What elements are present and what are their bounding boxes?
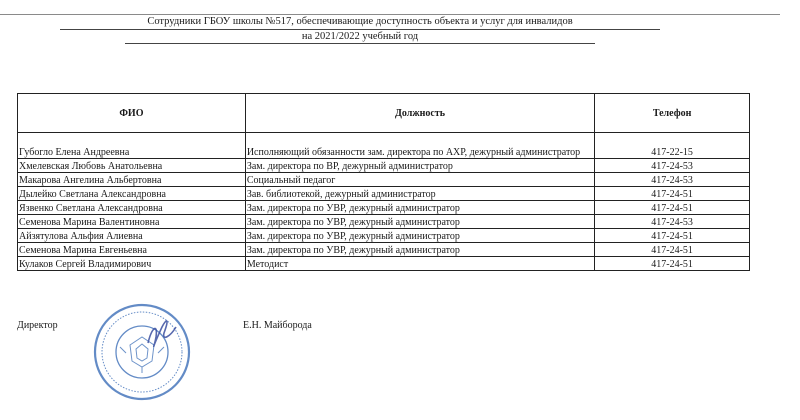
cell-position: Методист [245,257,594,271]
cell-position: Зам. директора по УВР, дежурный администратор [245,229,594,243]
cell-name: Дылейко Светлана Александровна [18,187,246,201]
cell-position: Исполняющий обязанности зам. директора по АХР, дежурный администратор [245,133,594,159]
cell-phone: 417-24-53 [595,215,750,229]
cell-position: Зам. директора по УВР, дежурный администратор [245,243,594,257]
table-row [18,133,750,159]
heading-title: Сотрудники ГБОУ школы №517, обеспечивающие доступность объекта и услуг для инвалидов [60,15,660,30]
seal-emblem [120,337,164,373]
director-label: Директор [17,320,58,331]
cell-name: Семенова Марина Валентиновна [18,215,246,229]
cell-name: Айзятулова Альфия Алиевна [18,229,246,243]
table-row [18,201,750,215]
director-name: Е.Н. Майборода [243,320,312,331]
cell-phone: 417-22-15 [595,133,750,159]
staff-table [17,93,750,271]
cell-position: Социальный педагог [245,173,594,187]
cell-position: Зам. директора по УВР, дежурный администратор [245,215,594,229]
document-heading [60,15,660,44]
table-row [18,229,750,243]
cell-phone: 417-24-51 [595,201,750,215]
cell-name: Кулаков Сергей Владимирович [18,257,246,271]
table-header-row [18,94,750,133]
cell-name: Язвенко Светлана Александровна [18,201,246,215]
cell-name: Хмелевская Любовь Анатольевна [18,159,246,173]
header-phone: Телефон [595,94,750,133]
table-row [18,257,750,271]
cell-phone: 417-24-51 [595,187,750,201]
table-row [18,159,750,173]
seal-ring [95,305,189,399]
cell-phone: 417-24-51 [595,229,750,243]
cell-name: Семенова Марина Евгеньевна [18,243,246,257]
table-row [18,243,750,257]
table-row [18,187,750,201]
signature-mark [148,321,176,346]
header-name: ФИО [18,94,246,133]
cell-phone: 417-24-53 [595,173,750,187]
cell-name: Макарова Ангелина Альбертовна [18,173,246,187]
cell-phone: 417-24-51 [595,257,750,271]
cell-position: Зам. директора по ВР, дежурный администратор [245,159,594,173]
cell-phone: 417-24-53 [595,159,750,173]
cell-position: Зам. директора по УВР, дежурный администратор [245,201,594,215]
official-seal-stamp [92,297,194,405]
table-row [18,215,750,229]
header-position: Должность [245,94,594,133]
table-row [18,173,750,187]
cell-name: Губогло Елена Андреевна [18,133,246,159]
cell-position: Зав. библиотекой, дежурный администратор [245,187,594,201]
heading-subtitle: на 2021/2022 учебный год [125,30,595,44]
cell-phone: 417-24-51 [595,243,750,257]
